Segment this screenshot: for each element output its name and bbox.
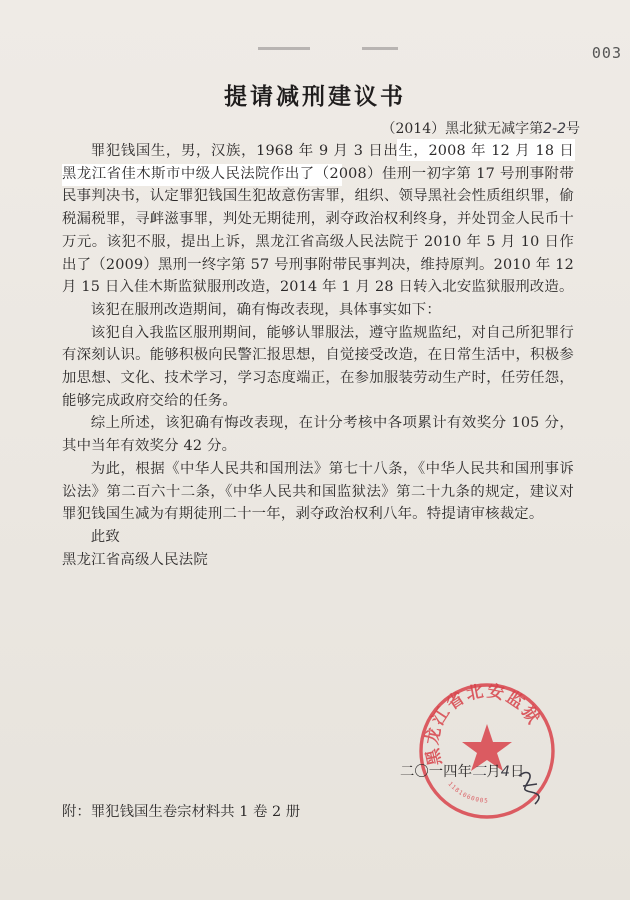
signature-date <box>400 760 524 781</box>
seal-text: 黑龙江省北安监狱 <box>422 681 545 768</box>
paragraph-text: 该犯自入我监区服刑期间，能够认罪服法，遵守监规监纪，对自己所犯罪行有深刻认识。能够积极向民警汇报思想，自觉接受改造，在日常生活中，积极参加思想、文化、技术学习，学习态度端正，在参加服装劳动生产时，任劳任怨，能够完成政府交给的任务。 <box>62 324 574 409</box>
paragraph-p3 <box>62 322 574 413</box>
paragraph-text: 2008 年 12 月 18 日黑龙江省佳木斯市中级人民法院作出了（2008）佳刑一初字第 17 号刑事附带民事判决书，认定罪犯钱国生犯故意伤害罪，组织、领导黑社会性质组织罪，偷税漏税罪，寻衅滋事罪，判处无期徒刑，剥夺政治权利终身，并处罚金人民币十万元。该犯不服，提出上诉，黑龙江省高级人民法院于 2010 年 5 月 10 日作出了（2009）黑刑一终字第 57 号刑事附带民事判决，维持原判。2010 年 12 月 15 日入佳木斯监狱服刑改造，2014 年 1 月 28 日转入北安监狱服刑改造。 <box>62 143 574 296</box>
svg-text:1181060005 <box>446 781 488 805</box>
date-month-handwritten: 二 <box>471 764 487 780</box>
paragraph-p7 <box>62 549 574 572</box>
paragraph-p4 <box>62 412 574 457</box>
scan-mark <box>258 47 310 50</box>
scan-mark <box>362 47 398 50</box>
page-number: 003 <box>591 44 622 62</box>
seal-serial: 1181060005 <box>446 780 489 805</box>
paragraph-text: 此致 <box>90 528 120 545</box>
document-title: 提请减刑建议书 <box>224 83 406 110</box>
paragraph-p1 <box>62 140 574 299</box>
letter-body <box>62 140 574 571</box>
date-day-label: 日 <box>509 764 525 780</box>
paragraph-text: 为此，根据《中华人民共和国刑法》第七十八条，《中华人民共和国刑事诉讼法》第二百六十二条，《中华人民共和国监狱法》第二十九条的规定，建议对罪犯钱国生减为有期徒刑二十一年，剥夺政治权利八年。特提请审核裁定。 <box>62 460 574 523</box>
paragraph-text: 综上所述，该犯确有悔改表现，在计分考核中各项累计有效奖分 105 分，其中当年有效奖分 42 分。 <box>62 415 574 455</box>
handwritten-signature <box>515 768 545 808</box>
paragraph-text: 该犯在服刑改造期间，确有悔改表现，具体事实如下： <box>90 301 441 318</box>
document-number-suffix: 号 <box>566 121 580 137</box>
paragraph-p6 <box>62 526 574 549</box>
attachment-note: 附：罪犯钱国生卷宗材料共 1 卷 2 册 <box>62 804 301 820</box>
paragraph-p5 <box>62 458 574 526</box>
paragraph-p2 <box>62 299 574 322</box>
date-year: 二〇一四年 <box>400 764 472 780</box>
date-month-label: 月 <box>486 764 501 780</box>
date-day-handwritten: 4 <box>500 764 510 780</box>
paragraph-text: 罪犯钱国生，男，汉族，1968 年 9 月 3 日出生， <box>90 143 429 159</box>
paragraph-text: 黑龙江省高级人民法院 <box>62 551 208 568</box>
document-number-handwritten: 2-2 <box>543 121 566 137</box>
document-number-prefix: （2014）黑北狱无减字第 <box>381 121 544 137</box>
document-number <box>381 118 580 138</box>
